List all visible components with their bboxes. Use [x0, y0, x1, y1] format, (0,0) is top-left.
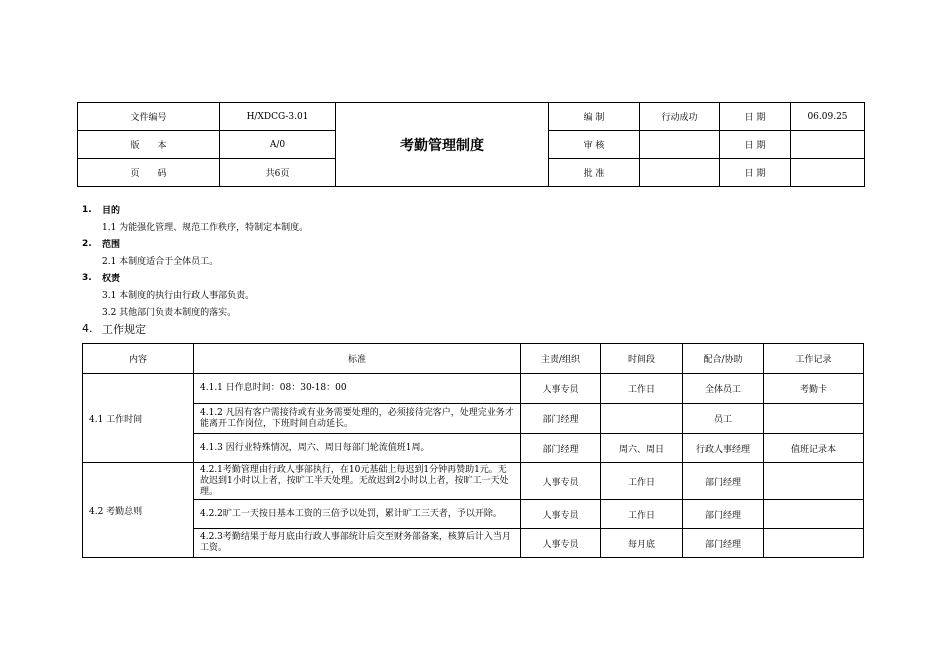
rule-assist: 行政人事经理 [683, 434, 764, 463]
column-header: 工作记录 [764, 344, 864, 374]
rule-record [764, 404, 864, 434]
author-value: 行动成功 [640, 103, 720, 131]
rule-standard: 4.2.2旷工一天按日基本工资的三倍予以处罚，累计旷工三天者，予以开除。 [194, 500, 521, 529]
document-header-table [77, 102, 865, 187]
group-name: 4.2 考勤总则 [83, 463, 194, 558]
file-no-value: H/XDCG-3.01 [220, 103, 336, 131]
rule-record [764, 500, 864, 529]
column-header: 配合/协助 [683, 344, 764, 374]
section-number: 4. [82, 322, 93, 335]
rule-owner: 部门经理 [521, 434, 601, 463]
rule-owner: 人事专员 [521, 374, 601, 404]
rule-assist: 部门经理 [683, 529, 764, 558]
section-number: 2. [82, 238, 92, 249]
rule-record: 考勤卡 [764, 374, 864, 404]
rule-owner: 部门经理 [521, 404, 601, 434]
rule-record: 值班记录本 [764, 434, 864, 463]
table-header-row [83, 344, 864, 374]
section-item: 3.1 本制度的执行由行政人事部负责。 [102, 291, 255, 301]
section-title: 工作规定 [102, 322, 146, 336]
section-title: 范围 [102, 240, 121, 250]
work-rules-table [82, 343, 864, 558]
table-row [83, 434, 864, 463]
section-heading [82, 201, 882, 218]
version-value: A/0 [220, 131, 336, 159]
table-row [83, 500, 864, 529]
rule-standard: 4.1.1 日作息时间：08：30-18：00 [194, 374, 521, 404]
column-header: 主责/组织 [521, 344, 601, 374]
page-value: 共6页 [220, 159, 336, 187]
section-item: 3.2 其他部门负责本制度的落实。 [102, 308, 237, 318]
reviewer-label: 审 核 [549, 131, 640, 159]
section-number: 3. [82, 272, 92, 283]
section-heading [82, 269, 882, 286]
document-title: 考勤管理制度 [336, 103, 549, 187]
date-label-2: 日 期 [720, 131, 791, 159]
table-row [83, 404, 864, 434]
rule-period: 工作日 [601, 463, 683, 500]
date-value-3 [791, 159, 865, 187]
table-row [83, 529, 864, 558]
column-header: 时间段 [601, 344, 683, 374]
column-header: 内容 [83, 344, 194, 374]
table-row [83, 374, 864, 404]
rule-period: 工作日 [601, 500, 683, 529]
date-label-3: 日 期 [720, 159, 791, 187]
document-sections [82, 201, 882, 337]
rule-owner: 人事专员 [521, 500, 601, 529]
rule-period: 周六、周日 [601, 434, 683, 463]
date-value-1: 06.09.25 [791, 103, 865, 131]
section-item: 2.1 本制度适合于全体员工。 [102, 257, 219, 267]
rule-period: 工作日 [601, 374, 683, 404]
rule-period [601, 404, 683, 434]
rule-assist: 部门经理 [683, 500, 764, 529]
file-no-label: 文件编号 [78, 103, 220, 131]
rule-assist: 员工 [683, 404, 764, 434]
rule-standard: 4.2.3考勤结果于每月底由行政人事部统计后交至财务部备案，核算后计入当月工资。 [194, 529, 521, 558]
section-heading [82, 235, 882, 252]
column-header: 标准 [194, 344, 521, 374]
rule-record [764, 463, 864, 500]
rule-period: 每月底 [601, 529, 683, 558]
rule-assist: 全体员工 [683, 374, 764, 404]
section-title: 权责 [102, 274, 121, 284]
rule-standard: 4.2.1考勤管理由行政人事部执行，在10元基础上每迟到1分钟再赞助1元。无故迟到1小时以上者，按旷工半天处理。无故迟到2小时以上者，按旷工一天处理。 [194, 463, 521, 500]
rule-standard: 4.1.3 因行业特殊情况，周六、周日每部门轮流值班1周。 [194, 434, 521, 463]
rule-owner: 人事专员 [521, 529, 601, 558]
rule-owner: 人事专员 [521, 463, 601, 500]
rule-standard: 4.1.2 凡因有客户需接待或有业务需要处理的，必须接待完客户，处理完业务才能离开工作岗位，下班时间自动延长。 [194, 404, 521, 434]
group-name: 4.1 工作时间 [83, 374, 194, 463]
rule-assist: 部门经理 [683, 463, 764, 500]
page-label: 页 码 [78, 159, 220, 187]
date-label-1: 日 期 [720, 103, 791, 131]
section-number: 1. [82, 204, 92, 215]
table-row [83, 463, 864, 500]
rule-record [764, 529, 864, 558]
author-label: 编 制 [549, 103, 640, 131]
approver-value [640, 159, 720, 187]
approver-label: 批 准 [549, 159, 640, 187]
date-value-2 [791, 131, 865, 159]
version-label: 版 本 [78, 131, 220, 159]
section-title: 目的 [102, 206, 121, 216]
reviewer-value [640, 131, 720, 159]
section-heading [82, 320, 882, 337]
section-item: 1.1 为能强化管理、规范工作秩序，特制定本制度。 [102, 223, 309, 233]
